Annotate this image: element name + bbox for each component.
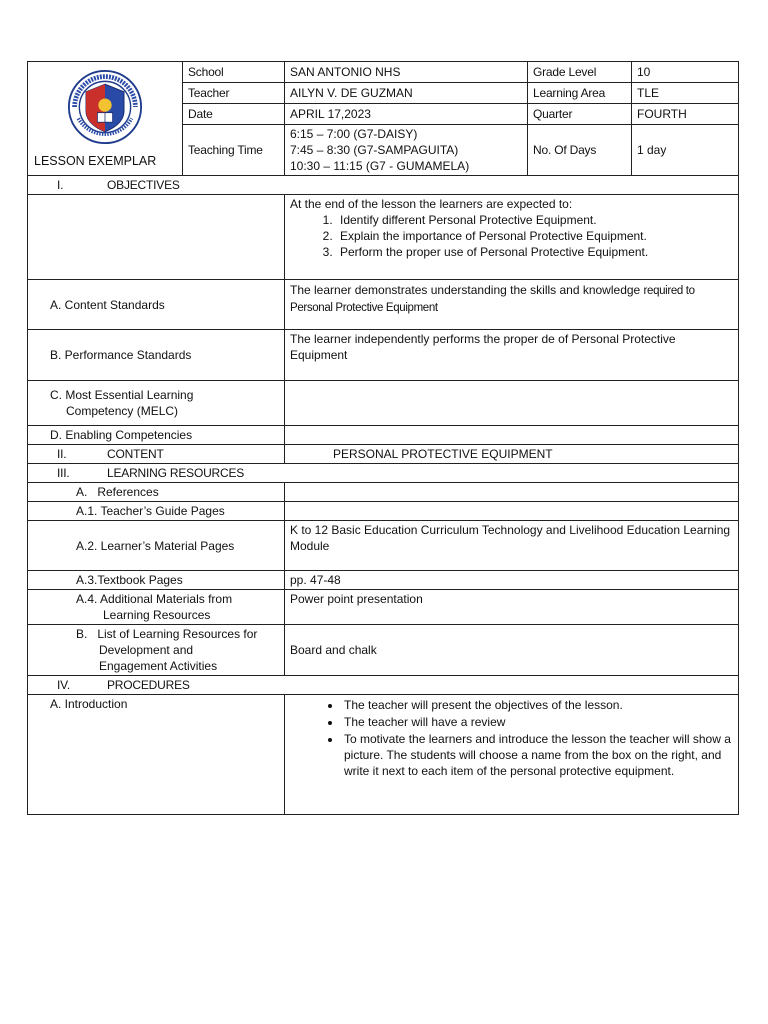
section-number: II. — [57, 447, 67, 461]
section-title: LEARNING RESOURCES — [107, 466, 245, 480]
content-standards-text-narrow: Personal Protective Equipment — [290, 302, 438, 314]
list-of-resources-line: Engagement Activities — [99, 659, 218, 673]
header-logo-cell — [28, 62, 183, 176]
teacher-label: Teacher — [183, 83, 285, 104]
procedure-item: • To motivate the learners and introduce the lesson the teacher will show a picture. The students will choose a name from the box on the right, and write it next to each item of the personal protective equipment. — [342, 731, 733, 779]
performance-standards-label: B. Performance Standards — [28, 330, 285, 381]
teacher-value: AILYN V. DE GUZMAN — [285, 83, 528, 104]
content-value: PERSONAL PROTECTIVE EQUIPMENT — [285, 445, 739, 464]
performance-standards-value: The learner independently performs the proper de of Personal Protective Equipment — [285, 330, 739, 381]
enabling-competencies-value — [285, 426, 739, 445]
procedure-item: • The teacher will have a review — [342, 714, 733, 730]
section-title: CONTENT — [107, 447, 164, 461]
section-title: PROCEDURES — [107, 678, 190, 692]
procedure-item: • The teacher will present the objectives of the lesson. — [342, 697, 733, 713]
additional-materials-label — [28, 590, 285, 625]
date-label: Date — [183, 104, 285, 125]
learning-area-value: TLE — [632, 83, 739, 104]
content-standards-text: The learner demonstrates understanding the skills and knowledge — [290, 283, 644, 297]
teaching-time-line: 7:45 – 8:30 (G7-SAMPAGUITA) — [290, 143, 459, 157]
teaching-time-line: 6:15 – 7:00 (G7-DAISY) — [290, 127, 418, 141]
melc-label-line: Competency (MELC) — [66, 404, 179, 418]
teaching-time-value — [285, 125, 528, 176]
objective-item: 3. Perform the proper use of Personal Protective Equipment. — [336, 244, 733, 260]
teachers-guide-label: A.1. Teacher’s Guide Pages — [28, 502, 285, 521]
grade-level-label: Grade Level — [528, 62, 632, 83]
section-title: OBJECTIVES — [107, 178, 180, 192]
learners-material-label: A.2. Learner’s Material Pages — [28, 521, 285, 571]
deped-seal-icon — [67, 69, 143, 145]
school-value: SAN ANTONIO NHS — [285, 62, 528, 83]
learners-material-value: K to 12 Basic Education Curriculum Technology and Livelihood Education Learning Module — [285, 521, 739, 571]
objectives-list — [290, 212, 733, 260]
objectives-left-cell — [28, 195, 285, 280]
objective-item: 2. Explain the importance of Personal Protective Equipment. — [336, 228, 733, 244]
objectives-section-header — [28, 176, 739, 195]
list-of-resources-line: B. List of Learning Resources for — [76, 627, 258, 641]
list-of-resources-value: Board and chalk — [285, 625, 739, 676]
quarter-label: Quarter — [528, 104, 632, 125]
quarter-value: FOURTH — [632, 104, 739, 125]
additional-materials-line: A.4. Additional Materials from — [76, 592, 233, 606]
lesson-exemplar-title: LESSON EXEMPLAR — [34, 153, 157, 168]
textbook-pages-value: pp. 47-48 — [285, 571, 739, 590]
content-standards-value — [285, 280, 739, 330]
procedures-list — [290, 697, 733, 779]
objectives-intro: At the end of the lesson the learners are expected to: — [290, 197, 573, 211]
melc-label — [28, 381, 285, 426]
section-number: I. — [57, 178, 64, 192]
objective-item: 1. Identify different Personal Protective Equipment. — [336, 212, 733, 228]
additional-materials-line: Learning Resources — [103, 608, 211, 622]
list-of-resources-label — [28, 625, 285, 676]
objectives-cell — [285, 195, 739, 280]
introduction-label: A. Introduction — [28, 695, 285, 815]
enabling-competencies-label: D. Enabling Competencies — [28, 426, 285, 445]
lesson-exemplar-table — [27, 61, 739, 815]
list-of-resources-line: Development and — [99, 643, 194, 657]
textbook-pages-label: A.3.Textbook Pages — [28, 571, 285, 590]
learning-area-label: Learning Area — [528, 83, 632, 104]
no-of-days-value: 1 day — [632, 125, 739, 176]
content-standards-text-narrow: required to — [643, 285, 695, 297]
content-section-header — [28, 445, 285, 464]
teaching-time-label: Teaching Time — [183, 125, 285, 176]
teaching-time-line: 10:30 – 11:15 (G7 - GUMAMELA) — [290, 159, 470, 173]
melc-value — [285, 381, 739, 426]
procedures-section-header — [28, 676, 739, 695]
grade-level-value: 10 — [632, 62, 739, 83]
additional-materials-value: Power point presentation — [285, 590, 739, 625]
school-label: School — [183, 62, 285, 83]
melc-label-line: C. Most Essential Learning — [50, 388, 194, 402]
date-value: APRIL 17,2023 — [285, 104, 528, 125]
references-label: A. References — [28, 483, 285, 502]
no-of-days-label: No. Of Days — [528, 125, 632, 176]
section-number: III. — [57, 466, 70, 480]
references-value — [285, 483, 739, 502]
learning-resources-section-header — [28, 464, 739, 483]
teachers-guide-value — [285, 502, 739, 521]
section-number: IV. — [57, 678, 70, 692]
introduction-value — [285, 695, 739, 815]
content-standards-label: A. Content Standards — [28, 280, 285, 330]
